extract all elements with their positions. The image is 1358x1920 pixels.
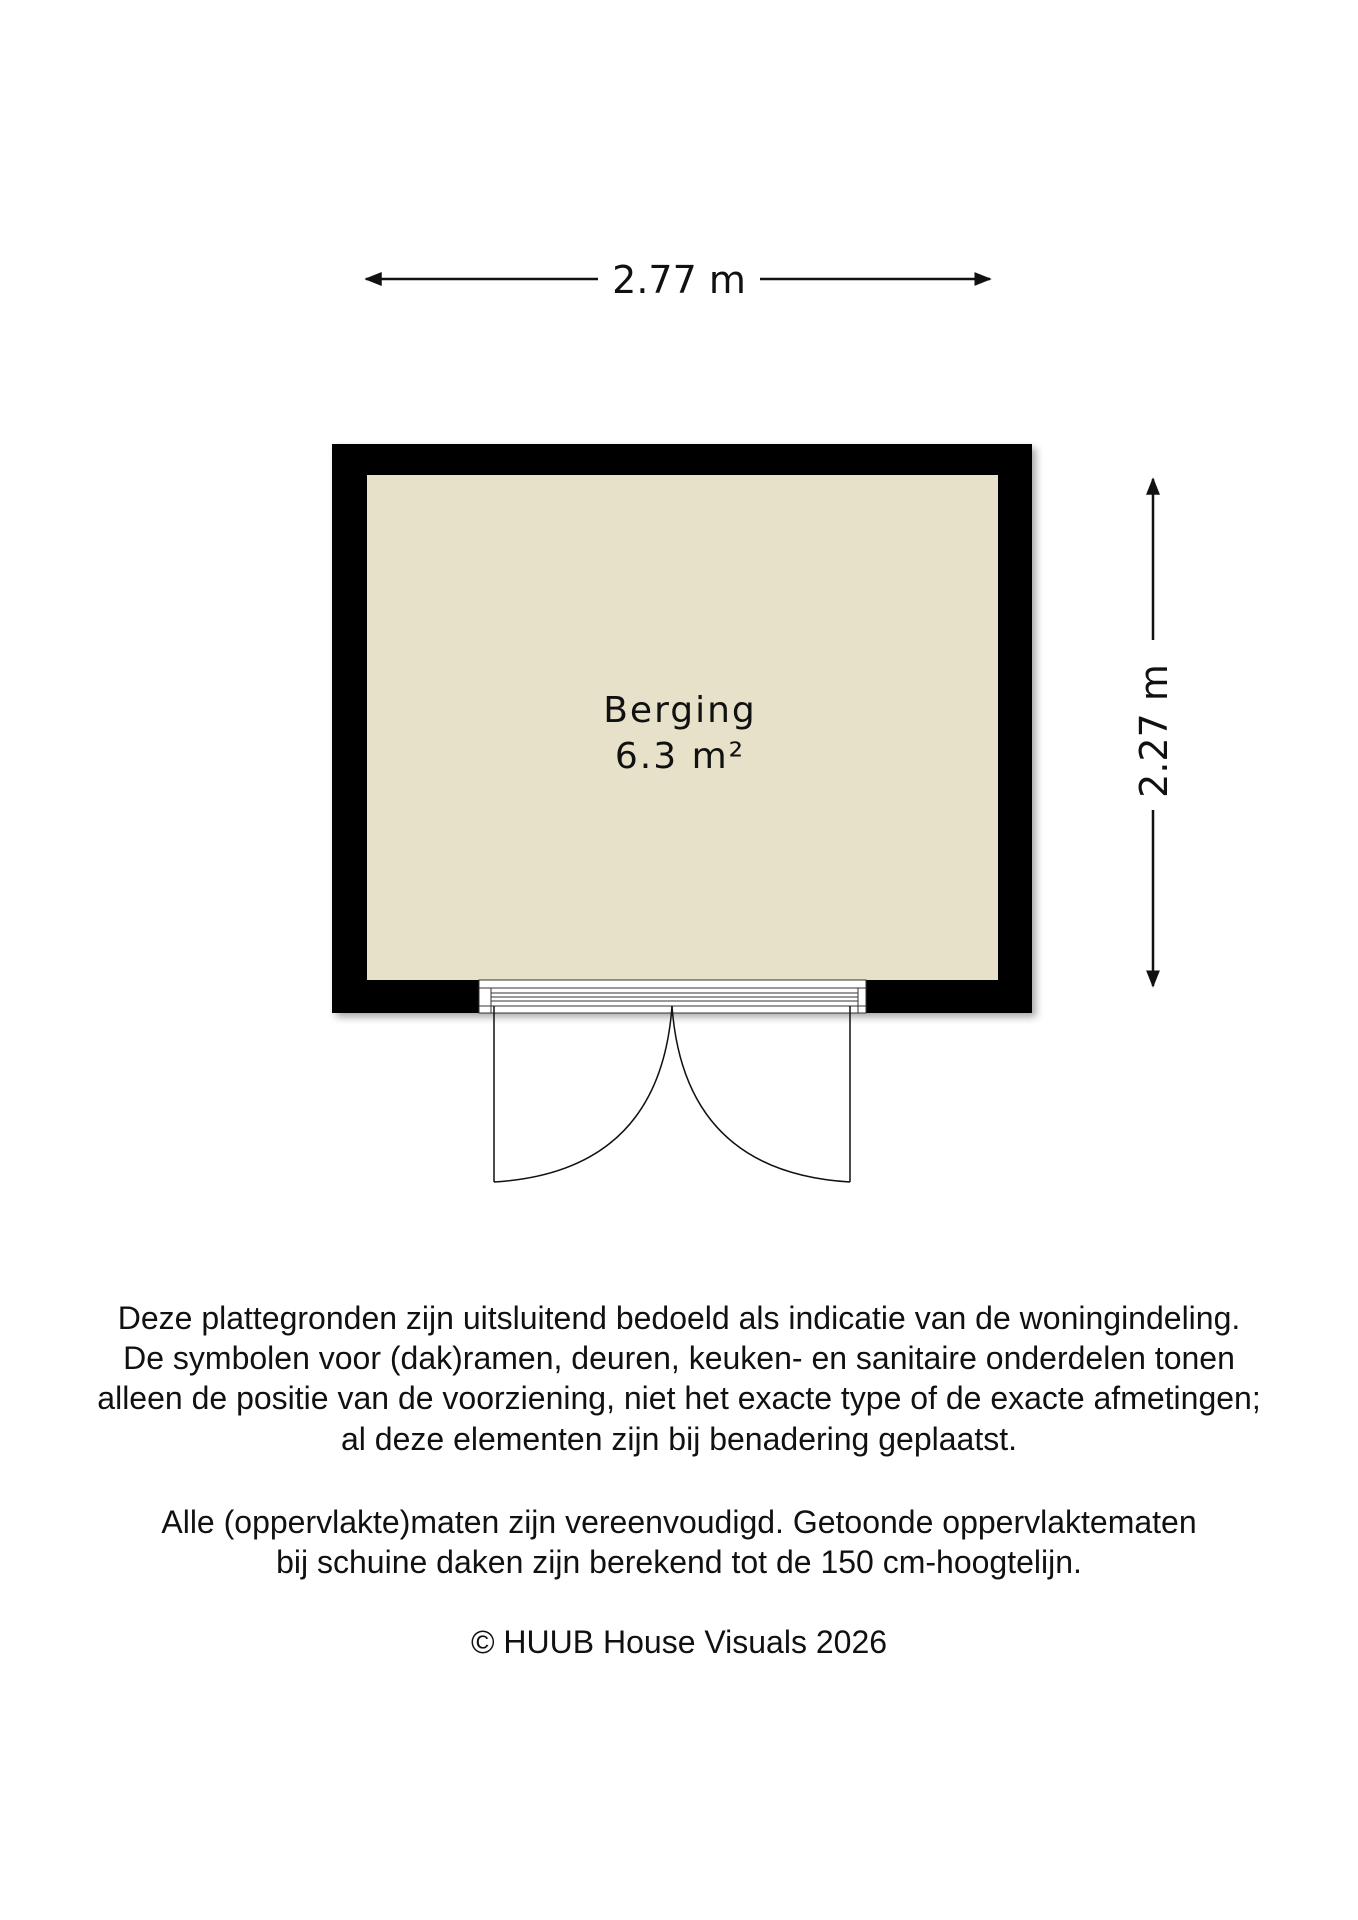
disclaimer-line: Deze plattegronden zijn uitsluitend bedoeld als indicatie van de woningindeling. — [117, 1300, 1241, 1336]
disclaimer-line: Alle (oppervlakte)maten zijn vereenvoudigd. Getoonde oppervlaktematen — [161, 1504, 1197, 1540]
room-area: 6.3 m² — [614, 736, 746, 777]
disclaimer-line: bij schuine daken zijn berekend tot de 150 cm-hoogtelijn. — [276, 1544, 1082, 1580]
double-door — [479, 980, 866, 1182]
disclaimer-line: De symbolen voor (dak)ramen, deuren, keuken- en sanitaire onderdelen tonen — [123, 1340, 1235, 1376]
disclaimer-line: alleen de positie van de voorziening, niet het exacte type of de exacte afmetingen; — [97, 1380, 1261, 1416]
width-dimension — [366, 258, 990, 302]
height-dimension — [1132, 479, 1176, 986]
height-dimension-label: 2.27 m — [1132, 664, 1176, 798]
door-swing-arc-right — [672, 1006, 850, 1182]
door-swing-arc-left — [494, 1006, 672, 1182]
room-name: Berging — [603, 690, 757, 731]
width-dimension-label: 2.77 m — [612, 258, 746, 302]
room-berging — [332, 444, 1032, 1013]
disclaimer-line: al deze elementen zijn bij benadering geplaatst. — [340, 1421, 1017, 1457]
copyright: © HUUB House Visuals 2026 — [470, 1624, 888, 1660]
